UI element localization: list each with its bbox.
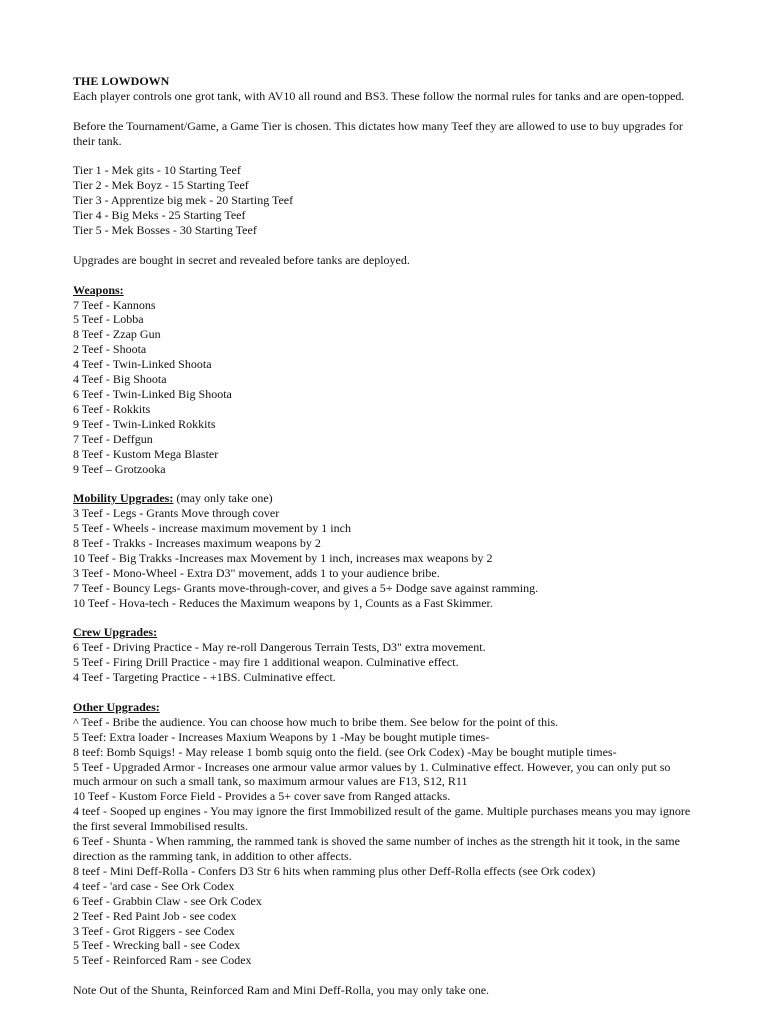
spacer <box>73 685 698 700</box>
other-item: 5 Teef - Reinforced Ram - see Codex <box>73 953 252 968</box>
weapon-item: 7 Teef - Kannons <box>73 297 156 312</box>
crew-list <box>73 640 698 685</box>
spacer <box>73 149 698 164</box>
mobility-heading: Mobility Upgrades: <box>73 491 174 506</box>
other-item: 6 Teef - Grabbin Claw - see Ork Codex <box>73 893 262 908</box>
spacer <box>73 268 698 283</box>
weapon-item: 4 Teef - Big Shoota <box>73 372 167 387</box>
mobility-note: (may only take one) <box>173 491 273 506</box>
weapons-list <box>73 298 698 477</box>
tier-intro-paragraph: Before the Tournament/Game, a Game Tier is chosen. This dictates how many Teef they are allowed to use to buy upgrades for their tank. <box>73 118 683 148</box>
section-title-lowdown: THE LOWDOWN <box>73 74 170 88</box>
mobility-item: 3 Teef - Mono-Wheel - Extra D3" movement, adds 1 to your audience bribe. <box>73 565 440 580</box>
other-item: 5 Teef - Upgraded Armor - Increases one armour value armor values by 1. Culminative effect. However, you can only put so much armour on such a small tank, so maximum armour values are F13, S12, R11 <box>73 759 671 789</box>
weapon-item: 2 Teef - Shoota <box>73 342 147 357</box>
other-item: 8 teef - Mini Deff-Rolla - Confers D3 Str 6 hits when ramming plus other Deff-Rolla effects (see Ork codex) <box>73 863 596 878</box>
tier-item: Tier 1 - Mek gits - 10 Starting Teef <box>73 163 241 178</box>
intro-paragraph: Each player controls one grot tank, with AV10 all round and BS3. These follow the normal rules for tanks and are open-topped. <box>73 88 685 103</box>
weapon-item: 9 Teef - Twin-Linked Rokkits <box>73 416 216 431</box>
mobility-item: 8 Teef - Trakks - Increases maximum weapons by 2 <box>73 536 321 551</box>
weapon-item: 7 Teef - Deffgun <box>73 431 153 446</box>
crew-item: 5 Teef - Firing Drill Practice - may fire 1 additional weapon. Culminative effect. <box>73 655 459 670</box>
other-item: 5 Teef - Wrecking ball - see Codex <box>73 938 241 953</box>
weapon-item: 4 Teef - Twin-Linked Shoota <box>73 357 212 372</box>
mobility-item: 7 Teef - Bouncy Legs- Grants move-through-cover, and gives a 5+ Dodge save against ramming. <box>73 580 539 595</box>
spacer <box>73 611 698 626</box>
other-item: 6 Teef - Shunta - When ramming, the rammed tank is shoved the same number of inches as the strength hit it took, in the same direction as the ramming tank, in addition to other affects. <box>73 834 680 864</box>
other-item: 8 teef: Bomb Squigs! - May release 1 bomb squig onto the field. (see Ork Codex) -May be bought mutiple times- <box>73 744 617 759</box>
crew-item: 4 Teef - Targeting Practice - +1BS. Culminative effect. <box>73 670 336 685</box>
weapon-item: 8 Teef - Kustom Mega Blaster <box>73 446 219 461</box>
other-list <box>73 715 698 968</box>
tier-item: Tier 2 - Mek Boyz - 15 Starting Teef <box>73 178 249 193</box>
document-page <box>73 74 698 998</box>
mobility-list <box>73 506 698 610</box>
spacer <box>73 476 698 491</box>
weapon-item: 6 Teef - Rokkits <box>73 401 151 416</box>
weapon-item: 9 Teef – Grotzooka <box>73 461 166 476</box>
other-item: 4 teef - 'ard case - See Ork Codex <box>73 878 235 893</box>
mobility-item: 3 Teef - Legs - Grants Move through cover <box>73 506 280 521</box>
other-heading: Other Upgrades: <box>73 699 160 714</box>
weapons-heading: Weapons: <box>73 282 124 297</box>
weapon-item: 6 Teef - Twin-Linked Big Shoota <box>73 386 232 401</box>
tier-list <box>73 163 698 238</box>
tier-item: Tier 3 - Apprentize big mek - 20 Starting Teef <box>73 193 294 208</box>
tier-item: Tier 4 - Big Meks - 25 Starting Teef <box>73 208 246 223</box>
mobility-heading-line <box>73 491 698 506</box>
other-item: 4 teef - Sooped up engines - You may ignore the first Immobilized result of the game. Multiple purchases means you may ignore the first several Immobilised results. <box>73 804 691 834</box>
other-item: 10 Teef - Kustom Force Field - Provides a 5+ cover save from Ranged attacks. <box>73 789 451 804</box>
spacer <box>73 238 698 253</box>
mobility-item: 5 Teef - Wheels - increase maximum movement by 1 inch <box>73 521 351 536</box>
other-item: 2 Teef - Red Paint Job - see codex <box>73 908 237 923</box>
tier-item: Tier 5 - Mek Bosses - 30 Starting Teef <box>73 223 257 238</box>
spacer <box>73 104 698 119</box>
crew-heading: Crew Upgrades: <box>73 625 158 640</box>
final-note: Note Out of the Shunta, Reinforced Ram and Mini Deff-Rolla, you may only take one. <box>73 983 490 998</box>
weapon-item: 8 Teef - Zzap Gun <box>73 327 161 342</box>
crew-item: 6 Teef - Driving Practice - May re-roll Dangerous Terrain Tests, D3" extra movement. <box>73 640 486 655</box>
secret-upgrades-note: Upgrades are bought in secret and revealed before tanks are deployed. <box>73 252 410 267</box>
mobility-item: 10 Teef - Hova-tech - Reduces the Maximum weapons by 1, Counts as a Fast Skimmer. <box>73 595 493 610</box>
other-item: 3 Teef - Grot Riggers - see Codex <box>73 923 235 938</box>
weapon-item: 5 Teef - Lobba <box>73 312 144 327</box>
spacer <box>73 968 698 983</box>
other-item: 5 Teef: Extra loader - Increases Maxium Weapons by 1 -May be bought mutiple times- <box>73 729 490 744</box>
other-item: ^ Teef - Bribe the audience. You can choose how much to bribe them. See below for the point of this. <box>73 714 559 729</box>
mobility-item: 10 Teef - Big Trakks -Increases max Movement by 1 inch, increases max weapons by 2 <box>73 550 493 565</box>
